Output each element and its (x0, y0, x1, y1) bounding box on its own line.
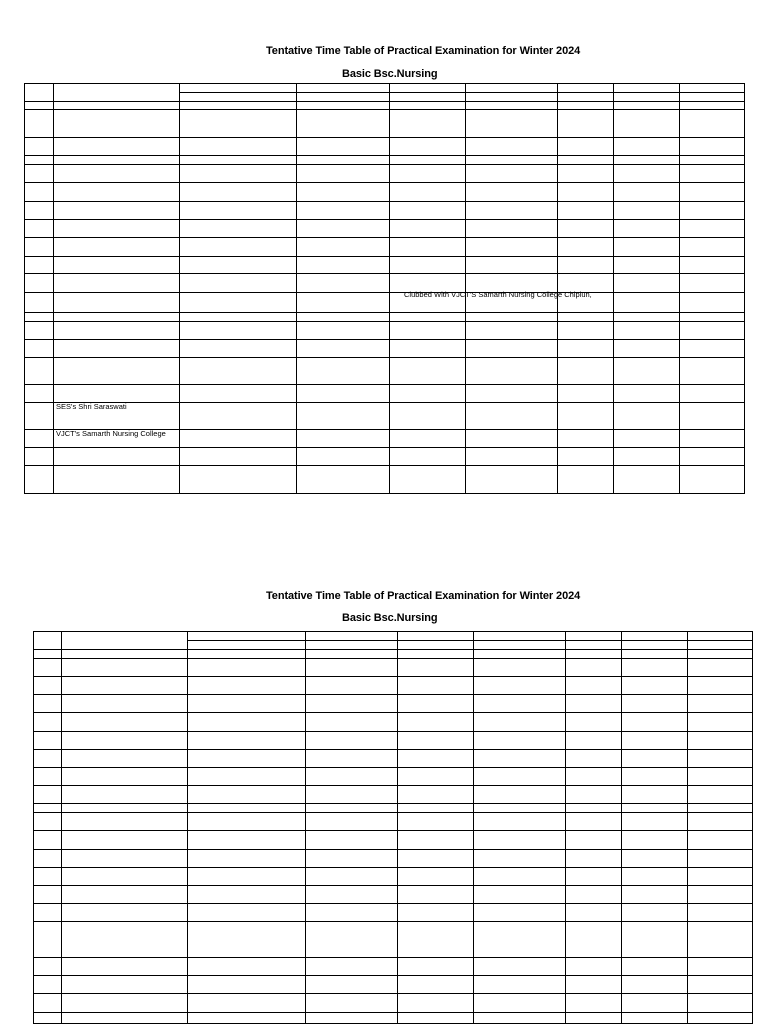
grid-rule (752, 631, 753, 1024)
cell-note-clubbed: Clubbed With VJCT'S Samarth Nursing College Chiplun, (404, 290, 592, 299)
grid-rule (33, 849, 753, 850)
grid-rule (61, 631, 62, 1024)
section-subtitle-text: Basic Bsc.Nursing (342, 68, 438, 80)
grid-rule (33, 830, 753, 831)
grid-rule (33, 749, 753, 750)
grid-rule (33, 631, 34, 1024)
cell-note-college: VJCT's Samarth Nursing College (56, 429, 166, 438)
grid-rule (397, 631, 398, 1024)
grid-rule (33, 1012, 753, 1013)
grid-rule (33, 712, 753, 713)
grid-rule (33, 975, 753, 976)
grid-rule (33, 767, 753, 768)
grid-rule (33, 658, 753, 659)
grid-rule (33, 957, 753, 958)
grid-rule (33, 885, 753, 886)
grid-rule (33, 785, 753, 786)
grid-rule (33, 921, 753, 922)
grid-rule (33, 694, 753, 695)
grid-rule (33, 803, 753, 804)
grid-rule (687, 631, 688, 1024)
grid-rule (33, 903, 753, 904)
grid-rule (621, 631, 622, 1024)
grid-rule (33, 631, 753, 632)
grid-rule (565, 631, 566, 1024)
grid-rule (187, 640, 753, 641)
grid-rule (33, 993, 753, 994)
grid-rule (33, 731, 753, 732)
grid-rule (33, 867, 753, 868)
grid-rule (187, 631, 188, 1024)
grid-rule (33, 676, 753, 677)
grid-rule (305, 631, 306, 1024)
section-title-text: Tentative Time Table of Practical Examination for Winter 2024 (266, 45, 581, 57)
grid-rule (473, 631, 474, 1024)
cell-note-college: SES's Shri Saraswati (56, 402, 127, 411)
section-subtitle-text: Basic Bsc.Nursing (342, 612, 438, 624)
grid-rule (33, 649, 753, 650)
grid-rule (33, 812, 753, 813)
section-title-text: Tentative Time Table of Practical Examination for Winter 2024 (266, 590, 581, 602)
